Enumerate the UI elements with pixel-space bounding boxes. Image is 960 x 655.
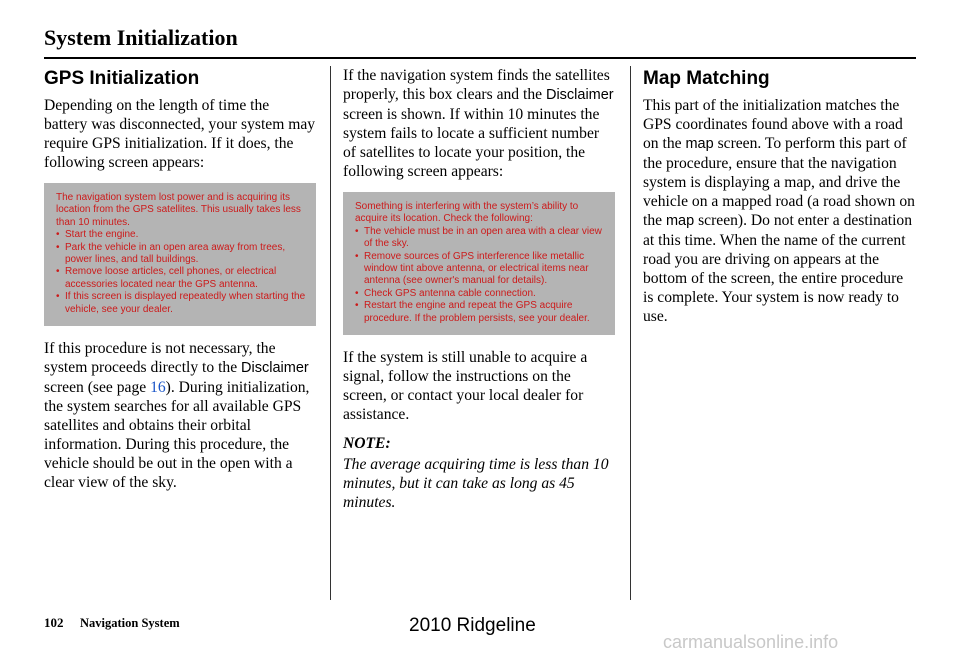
screen-message: The navigation system lost power and is acquiring its location from the GPS satellites. This usually takes less than 10 minutes. bbox=[56, 192, 301, 228]
gps-init-paragraph-1: Depending on the length of time the battery was disconnected, your system may require GPS initialization. If it does, the following screen appears: bbox=[44, 97, 316, 171]
text-run: ). During initialization, the system searches for all available GPS satellites and obtains their orbital information. During this procedure, the vehicle should be out in the open with a clear view of the sky. bbox=[44, 379, 310, 492]
footer-model: 2010 Ridgeline bbox=[409, 615, 536, 636]
satellite-paragraph bbox=[343, 66, 615, 181]
screen-bullet: • Start the engine. bbox=[56, 229, 308, 241]
text-run: If the navigation system finds the satellites properly, this box clears and the bbox=[343, 67, 610, 103]
map-term: map bbox=[665, 213, 695, 229]
text-run: screen). Do not enter a destination at this time. When the name of the current road you are driving on appears at the bottom of the screen, the entire procedure is complete. Your system is now ready to use. bbox=[643, 212, 912, 325]
map-matching-heading: Map Matching bbox=[643, 68, 770, 89]
disclaimer-term: Disclaimer bbox=[545, 87, 614, 103]
gps-interference-screen bbox=[343, 192, 615, 335]
screen-bullet: • Remove sources of GPS interference like metallic window tint above antenna, or electrical items near antenna (see owner's manual for details). bbox=[355, 251, 607, 288]
column-2 bbox=[343, 66, 615, 512]
text-run: screen. To perform this part of the procedure, ensure that the navigation system is displaying a map, and drive the vehicle on a mapped road (a road shown on the bbox=[643, 135, 915, 229]
note-text: The average acquiring time is less than 10 minutes, but it can take as long as 45 minutes. bbox=[343, 456, 609, 512]
disclaimer-term: Disclaimer bbox=[241, 360, 309, 377]
text-run: If this procedure is not necessary, the system proceeds directly to the bbox=[44, 340, 276, 377]
gps-init-paragraph-2 bbox=[44, 339, 316, 492]
screen-bullet: • Remove loose articles, cell phones, or electrical accessories located near the GPS antenna. bbox=[56, 266, 308, 291]
page-number: 102 bbox=[44, 615, 64, 630]
text-run: screen (see page bbox=[44, 379, 147, 397]
gps-acquiring-screen bbox=[44, 183, 316, 326]
column-3 bbox=[643, 66, 915, 326]
page-16-link[interactable]: 16 bbox=[150, 379, 166, 397]
still-unable-paragraph: If the system is still unable to acquire a signal, follow the instructions on the screen, or contact your local dealer for assistance. bbox=[343, 349, 588, 424]
gps-initialization-heading: GPS Initialization bbox=[44, 68, 200, 89]
column-divider bbox=[330, 66, 331, 600]
map-term: map bbox=[685, 136, 714, 152]
screen-bullet: • The vehicle must be in an open area with a clear view of the sky. bbox=[355, 226, 607, 251]
page-title: System Initialization bbox=[44, 25, 238, 50]
title-rule bbox=[44, 57, 916, 59]
screen-bullet: • If this screen is displayed repeatedly when starting the vehicle, see your dealer. bbox=[56, 291, 308, 316]
column-divider bbox=[630, 66, 631, 600]
footer-label: Navigation System bbox=[80, 616, 180, 630]
note-label: NOTE: bbox=[343, 435, 391, 453]
screen-bullet: • Check GPS antenna cable connection. bbox=[355, 288, 607, 300]
text-run: This part of the initialization matches the GPS coordinates found above with a road on the bbox=[643, 97, 903, 152]
watermark: carmanualsonline.info bbox=[663, 632, 839, 652]
map-matching-paragraph bbox=[643, 96, 915, 326]
screen-bullet: • Restart the engine and repeat the GPS acquire procedure. If the problem persists, see your dealer. bbox=[355, 300, 607, 325]
text-run: screen is shown. If within 10 minutes the system fails to locate a sufficient number of satellites to locate your position, the following screen appears: bbox=[343, 106, 600, 180]
column-1 bbox=[44, 66, 316, 492]
screen-message: Something is interfering with the system’s ability to acquire its location. Check the following: bbox=[355, 201, 579, 225]
screen-bullet: • Park the vehicle in an open area away from trees, power lines, and tall buildings. bbox=[56, 242, 308, 267]
